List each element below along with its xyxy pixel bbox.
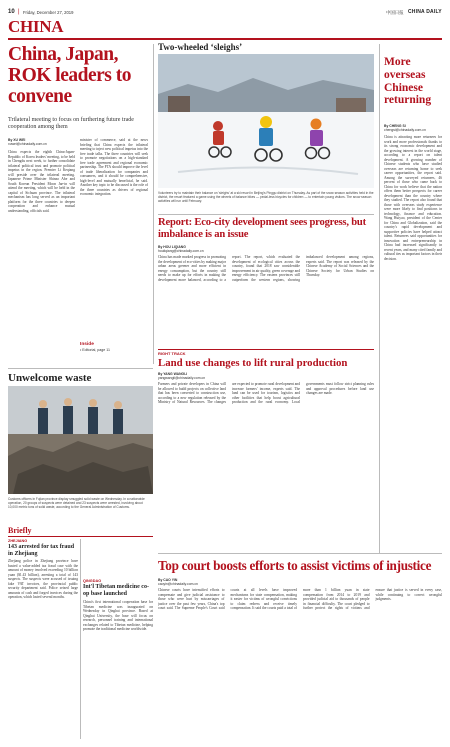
right-track-headline: Land use changes to lift rural production [158, 357, 348, 369]
customs-scene-illustration [8, 386, 153, 494]
brief2-body: China's first international cooperation base for Tibetan medicine was inaugurated on Wednesday in Qinghai province. Based at Qinghai University, the base will focus on research, personnel training and international exchanges related to Tibetan medicine, helping promote the traditional medicine worldwide. [83, 600, 153, 631]
report-headline: Report: Eco-city development sees progress, but imbalance is an issue [158, 217, 366, 240]
ski-scene-illustration [158, 54, 374, 188]
brief1-headline: 143 arrested for tax fraud in Zhejiang [8, 544, 75, 557]
lead-col-2: minister of commerce, said at the news briefing that China expects the trilateral meeting to inject new political impetus into the free trade talks. The three countries will seek to promote negotiations on a high-standard free trade agreement and regional economic partnership. The FTA should improve the level of trade liberalization for companies and consumers, and it should be comprehensive, high-level and mutually beneficial, he said. Another key topic to be discussed is the role of the three countries as drivers of regional economic integration. [80, 138, 148, 196]
report-top-rule [158, 214, 374, 215]
lead-inside [80, 342, 148, 352]
returnees-byline [384, 124, 442, 132]
unwelcome-top-rule [8, 368, 153, 369]
report-byline [158, 245, 226, 253]
photo-headline: Two-wheeled ‘sleighs’ [158, 42, 243, 52]
victims-byline-email: caoyin@chinadaily.com.cn [158, 582, 198, 587]
photo-caption: Volunteers try to maintain their balance on 'sleighs' at a ski resort in Beijing's Pinggu district on Thursday. As part of the snow season activities held in the district, the resort featured a game using the wheels of balance bikes — pedal-less bicycles for children — to entertain young visitors. The snow season activities will run until February. [158, 191, 374, 203]
lead-headline: China, Japan, ROK leaders to convene [8, 44, 131, 107]
unwelcome-headline: Unwelcome waste [8, 372, 92, 384]
right-track-rule [158, 349, 374, 350]
customs-photo [8, 386, 153, 494]
lead-byline [8, 138, 74, 146]
column-divider [153, 44, 154, 364]
separator: | [18, 9, 20, 15]
briefly-rule [8, 536, 153, 537]
inside-label: Inside [80, 342, 94, 347]
victims-body: Chinese courts have intensified efforts to compensate and give judicial assistance to those who were hurt by miscarriages of justice over the past few years, China's top court said. The Supreme People's Court said courts at all levels have improved mechanisms for state compensation, making it easier for victims of wrongful convictions to claim redress and receive timely compensation. It said the courts paid a total of more than 1 billion yuan in state compensation from 2014 to 2019 and provided judicial aid to thousands of people in financial difficulty. The court pledged to further protect the rights of victims and ensure that justice is served in every case, while continuing to correct wrongful judgments. [158, 588, 442, 610]
returnees-byline-name: By CHENG SI [384, 124, 406, 128]
lead-byline-name: By XU WEI [8, 138, 26, 142]
paper-name: CHINA DAILY [408, 9, 442, 15]
briefly-label: Briefly [8, 526, 32, 535]
report-body: China has made marked progress in promoting the development of eco-cities by making major urban areas greener and more efficient in energy consumption, but the country still needs to make up for efforts in making the development more balanced, according to a report. The report, which evaluated the development of ecological cities across the country, found that 2018 saw considerable improvement in air quality, green coverage and energy efficiency. The eastern provinces still outperform the western regions, showing imbalanced development among regions, experts said. The report was released by the Chinese Academy of Social Sciences and the Chinese Society for Urban Studies on Thursday. [158, 255, 374, 282]
returnees-headline: More overseas Chinese returning [384, 56, 432, 107]
brief2-headline: Int'l Tibetan medicine co-op base launched [83, 584, 149, 597]
brief1-region: ZHEJIANG [8, 539, 28, 543]
ski-photo [158, 54, 374, 188]
report-byline-name: By HOU LIQIANG [158, 245, 186, 249]
briefly-divider [80, 539, 81, 739]
inside-text: • Editorial, page 11 [80, 348, 110, 352]
brief1-body: Zhejiang police in Zhejiang province have busted a value-added tax fraud case with the amount of money involved exceeding 10 billion yuan ($1.43 billion), arresting a total of 143 suspects. The suspects were accused of issuing fake VAT invoices, the provincial public security department said. Police seized large amounts of cash and forged invoices during the operation, which lasted several months. [8, 559, 78, 599]
brief2-region: QINGDAO [83, 579, 102, 583]
returnees-body: China is attracting more returnees for work and more professionals thanks to its strong economic development and the growing interest in the world stage, according to a report on talent development. A growing number of Chinese students who have studied overseas are returning home to seek career opportunities, the report said. Among the surveyed returnees, 46 percent of those who came back to China for work believe that the nation offers them better prospects for career development than the country where they studied. The report also found that those with overseas study experience were more likely to find positions in technology, finance and education. Wang Huiyao, president of the Center for China and Globalization, said the country's rapid development and supportive policies have helped attract talent. Returnees said opportunities for innovation and entrepreneurship in China had increased significantly in recent years, and many cited family and cultural ties as important factors in their decision. [384, 135, 442, 261]
masthead [8, 8, 442, 18]
brief1-body-cont [83, 539, 153, 575]
lead-byline-email: xuwei@chinadaily.com.cn [8, 142, 47, 147]
lead-deck: Trilateral meeting to focus on furthering future trade cooperation among them [8, 117, 134, 131]
right-track-byline-email: yangwangli@chinadaily.com.cn [158, 376, 206, 381]
section-rule [8, 38, 442, 40]
victims-byline-name: By CAO YIN [158, 578, 178, 582]
right-track-byline-name: By YANG WANGLI [158, 372, 188, 376]
right-track-label: RIGHT TRACK [158, 351, 186, 356]
returnees-byline-email: chengsi@chinadaily.com.cn [384, 128, 426, 133]
victims-headline: Top court boosts efforts to assist victims of injustice [158, 558, 432, 573]
right-column-divider [379, 44, 380, 554]
section-title: CHINA [8, 17, 64, 36]
date: Friday, December 27, 2019 [23, 10, 74, 15]
victims-top-rule [158, 553, 442, 554]
paper-cn: 中国日报 [386, 9, 404, 15]
victims-byline [158, 578, 226, 586]
page-number: 10 [8, 9, 15, 15]
report-byline-email: houliqiang@chinadaily.com.cn [158, 249, 204, 254]
right-track-body: Farmers and private developers in China will be allowed to build projects on collective land that has been converted to construction use, according to a new regulation released by the Ministry of Natural Resources. The changes are expected to promote rural development and increase farmers' income, experts said. The land can be used for tourism, logistics and other facilities that help boost agricultural production and the rural economy. Local governments must follow strict planning rules and approval procedures before land use changes are made. [158, 382, 374, 404]
right-track-byline [158, 372, 226, 380]
unwelcome-caption: Customs officers in Fujian province display smuggled solid waste on Wednesday. In a nationwide operation, 20 groups of suspects were detained and 23 suspects were arrested, involving about 10,000 metric tons of solid waste, according to the General Administration of Customs. [8, 497, 145, 509]
lead-col-1: China expects the eighth China-Japan-Republic of Korea leaders' meeting, to be held in Chengdu next week, to further consolidate trilateral political trust and promote political impetus in the region. Premier Li Keqiang will preside over the trilateral meeting. Japanese Prime Minister Shinzo Abe and South Korean President Moon Jae-in will attend the meeting, which will be held in the capital of Sichuan province. The trilateral mechanism has long served as an important platform for the three countries to deepen cooperation and enhance mutual understanding, officials said. [8, 150, 75, 213]
